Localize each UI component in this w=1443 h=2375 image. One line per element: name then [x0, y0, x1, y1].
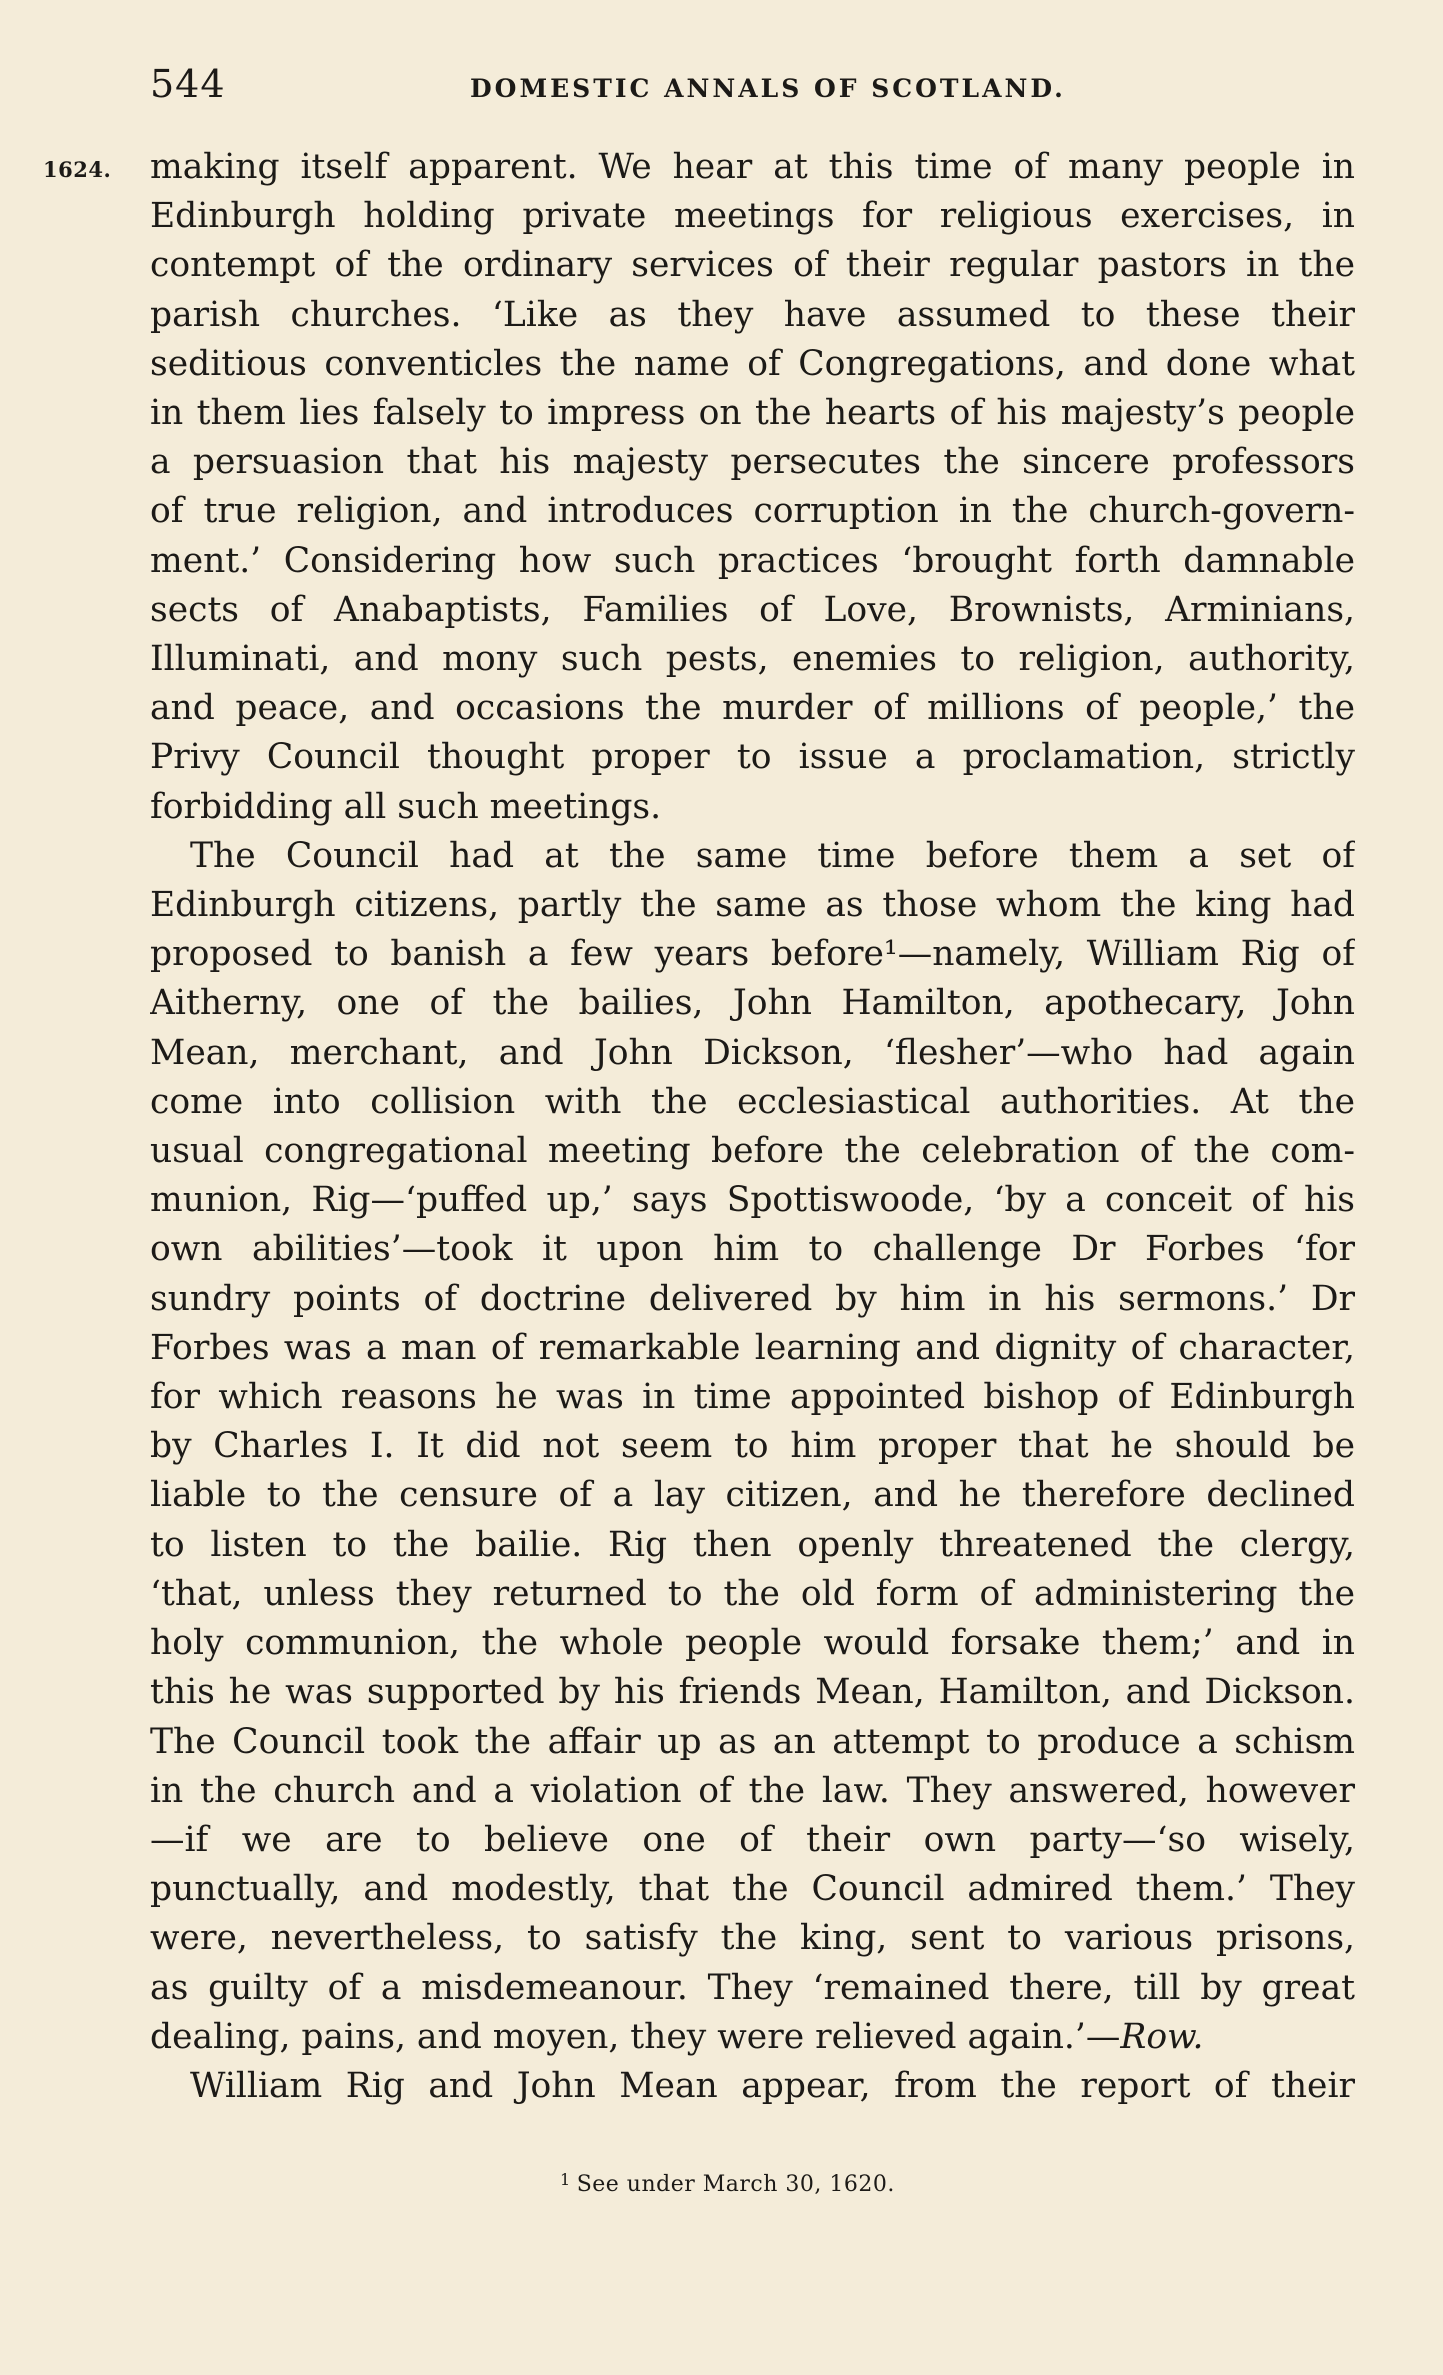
text-line: —if we are to believe one of their own party—‘so wisely,	[150, 1819, 1355, 1860]
paragraph-3	[150, 2062, 1355, 2111]
text-line: holy communion, the whole people would forsake them;’ and in	[150, 1623, 1355, 1664]
text-line: sects of Anabaptists, Families of Love, Brownists, Arminians,	[150, 589, 1355, 630]
text-line: munion, Rig—‘puffed up,’ says Spottiswoode, ‘by a conceit of his	[150, 1180, 1355, 1221]
text-line: Aitherny, one of the bailies, John Hamilton, apothecary, John	[150, 983, 1355, 1024]
text-line: of true religion, and introduces corruption in the church-govern-	[150, 491, 1355, 532]
text-line: making itself apparent. We hear at this time of many people in	[150, 147, 1355, 187]
text-line: usual congregational meeting before the celebration of the com-	[150, 1131, 1355, 1172]
text-line: William Rig and John Mean appear, from the report of their	[190, 2065, 1355, 2106]
text-line: Mean, merchant, and John Dickson, ‘flesher’—who had again	[150, 1032, 1355, 1073]
text-line: forbidding all such meetings.	[150, 786, 662, 827]
paragraph-2	[150, 832, 1355, 2062]
paragraph-1	[150, 143, 1355, 832]
page-header	[150, 62, 1350, 122]
text-line: Illuminati, and mony such pests, enemies to religion, authority,	[150, 639, 1355, 680]
text-line: The Council had at the same time before them a set of	[190, 835, 1355, 876]
text-line-content: dealing, pains, and moyen, they were relieved again.’—	[150, 2016, 1121, 2057]
footnote	[560, 2170, 895, 2197]
text-line: a persuasion that his majesty persecutes the sincere professors	[150, 442, 1355, 483]
text-line: as guilty of a misdemeanour. They ‘remained there, till by great	[150, 1967, 1355, 2008]
text-line: seditious conventicles the name of Congregations, and done what	[150, 343, 1355, 384]
page-number: 544	[150, 62, 226, 106]
text-line: for which reasons he was in time appointed bishop of Edinburgh	[150, 1377, 1355, 1418]
text-line: punctually, and modestly, that the Council admired them.’ They	[150, 1869, 1355, 1910]
text-line: Edinburgh citizens, partly the same as those whom the king had	[150, 885, 1355, 926]
text-line: own abilities’—took it upon him to challenge Dr Forbes ‘for	[150, 1229, 1355, 1270]
text-line: Privy Council thought proper to issue a proclamation, strictly	[150, 737, 1355, 778]
footnote-marker: 1	[560, 2170, 571, 2189]
text-line: this he was supported by his friends Mean, Hamilton, and Dickson.	[150, 1672, 1355, 1713]
text-line: in them lies falsely to impress on the hearts of his majesty’s people	[150, 393, 1355, 434]
text-line: liable to the censure of a lay citizen, and he therefore declined	[150, 1475, 1355, 1516]
text-line: contempt of the ordinary services of their regular pastors in the	[150, 245, 1355, 286]
text-line: ‘that, unless they returned to the old form of administering the	[150, 1573, 1355, 1614]
text-line: were, nevertheless, to satisfy the king, sent to various prisons,	[150, 1918, 1355, 1959]
text-line: come into collision with the ecclesiastical authorities. At the	[150, 1081, 1355, 1122]
source-citation: Row.	[1120, 2016, 1204, 2057]
text-line	[150, 2013, 1355, 2062]
text-line: in the church and a violation of the law. They answered, however	[150, 1770, 1355, 1811]
text-line: sundry points of doctrine delivered by him in his sermons.’ Dr	[150, 1278, 1355, 1319]
text-line: Edinburgh holding private meetings for religious exercises, in	[150, 196, 1355, 237]
text-line: to listen to the bailie. Rig then openly threatened the clergy,	[150, 1524, 1355, 1565]
body-text	[150, 143, 1355, 2111]
running-title: DOMESTIC ANNALS OF SCOTLAND.	[470, 74, 1066, 103]
text-line: and peace, and occasions the murder of millions of people,’ the	[150, 688, 1355, 729]
text-line: Forbes was a man of remarkable learning and dignity of character,	[150, 1327, 1355, 1368]
text-line: by Charles I. It did not seem to him proper that he should be	[150, 1426, 1355, 1467]
text-line: ment.’ Considering how such practices ‘brought forth damnable	[150, 540, 1355, 581]
text-line: parish churches. ‘Like as they have assumed to these their	[150, 294, 1355, 335]
footnote-text: See under March 30, 1620.	[576, 2172, 895, 2197]
text-line: The Council took the affair up as an attempt to produce a schism	[150, 1721, 1355, 1762]
margin-year: 1624.	[43, 157, 112, 182]
text-line: proposed to banish a few years before¹—namely, William Rig of	[150, 934, 1355, 975]
